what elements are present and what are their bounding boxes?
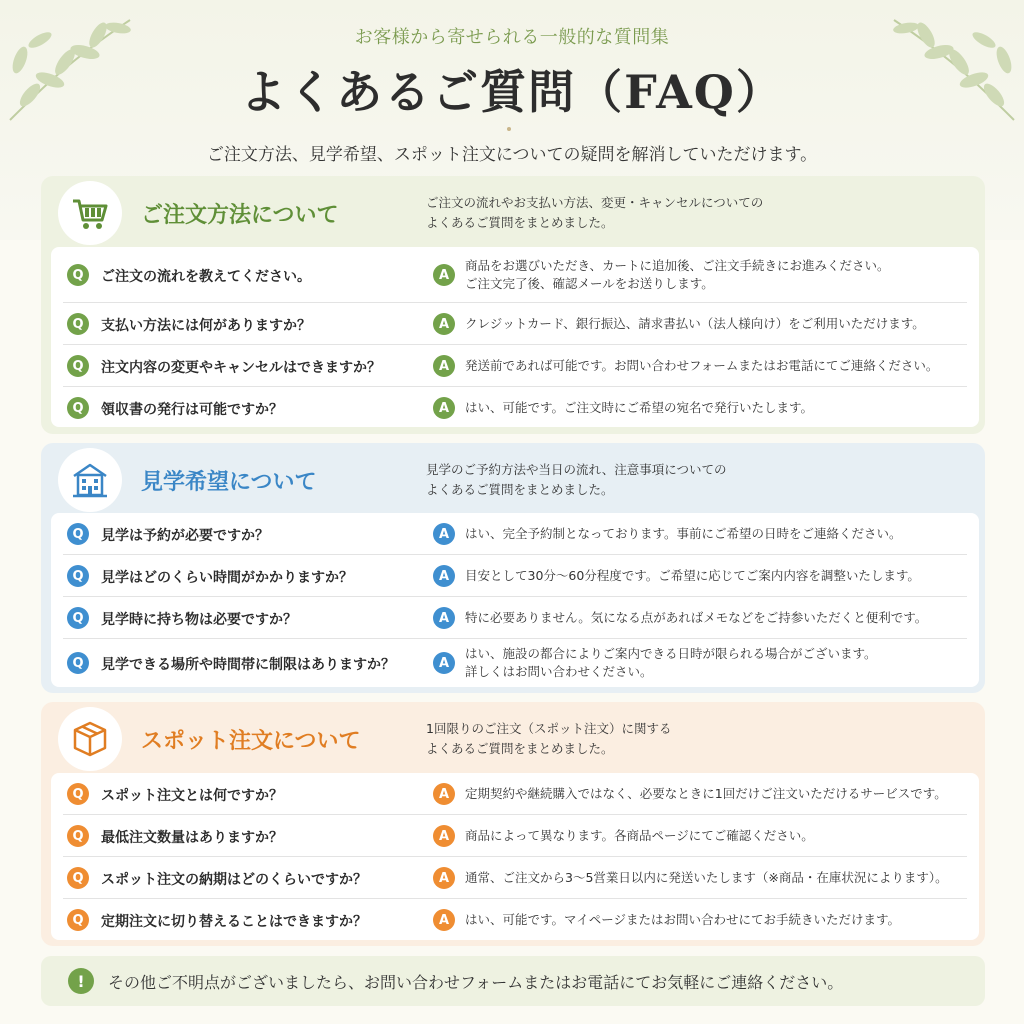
qa-item[interactable]	[63, 555, 967, 597]
answer-badge: A	[433, 523, 455, 545]
answer-badge: A	[433, 783, 455, 805]
question-text: スポット注文とは何ですか？	[101, 788, 283, 804]
footer-text: その他ご不明点がございましたら、お問い合わせフォームまたはお電話にてお気軽にご連絡ください。	[108, 973, 844, 992]
answer-badge: A	[433, 825, 455, 847]
answer-text	[465, 911, 965, 929]
answer-line: はい、可能です。マイページまたはお問い合わせにてお手続きいただけます。	[465, 912, 901, 927]
page-eyebrow: お客様から寄せられる一般的な質問集	[354, 27, 670, 48]
qa-item[interactable]	[63, 815, 967, 857]
answer-line: 詳しくはお問い合わせください。	[465, 664, 653, 679]
question-badge: Q	[67, 565, 89, 587]
answer-line: 目安として30分〜60分程度です。ご希望に応じてご案内内容を調整いたします。	[465, 568, 920, 583]
answer-text	[465, 869, 965, 887]
question-text: 最低注文数量はありますか？	[101, 830, 283, 846]
section-visit	[41, 443, 985, 693]
answer-line: 特に必要ありません。気になる点があればメモなどをご持参いただくと便利です。	[465, 610, 928, 625]
answer-badge: A	[433, 313, 455, 335]
answer-badge: A	[433, 652, 455, 674]
answer-text	[465, 315, 965, 333]
section-description	[426, 719, 966, 759]
answer-badge: A	[433, 867, 455, 889]
answer-text	[465, 645, 965, 681]
question-badge: Q	[67, 355, 89, 377]
section-description	[426, 460, 966, 500]
qa-item[interactable]	[63, 247, 967, 303]
question-badge: Q	[67, 909, 89, 931]
section-description	[426, 193, 966, 233]
question-text: 見学はどのくらい時間がかかりますか？	[101, 570, 353, 586]
qa-item[interactable]	[63, 345, 967, 387]
answer-line: はい、施設の都合によりご案内できる日時が限られる場合がございます。	[465, 646, 877, 661]
answer-line: クレジットカード、銀行振込、請求書払い（法人様向け）をご利用いただけます。	[465, 316, 925, 331]
question-badge: Q	[67, 264, 89, 286]
answer-line: 発送前であれば可能です。お問い合わせフォームまたはお電話にてご連絡ください。	[465, 358, 939, 373]
qa-item[interactable]	[63, 387, 967, 427]
answer-line: はい、完全予約制となっております。事前にご希望の日時をご連絡ください。	[465, 526, 902, 541]
answer-text	[465, 609, 965, 627]
page-title: よくあるご質問（FAQ）	[240, 65, 784, 119]
section-header	[41, 176, 985, 248]
question-text: 領収書の発行は可能ですか？	[101, 402, 283, 418]
answer-line: 商品をお選びいただき、カートに追加後、ご注文手続きにお進みください。	[465, 258, 890, 273]
section-description-line: よくあるご質問をまとめました。	[426, 215, 614, 230]
answer-text	[465, 399, 965, 417]
section-spot-order	[41, 702, 985, 946]
question-badge: Q	[67, 867, 89, 889]
question-text: 定期注文に切り替えることはできますか？	[101, 914, 367, 930]
answer-badge: A	[433, 355, 455, 377]
qa-list	[51, 773, 979, 940]
qa-item[interactable]	[63, 899, 967, 940]
question-badge: Q	[67, 313, 89, 335]
question-text: 支払い方法には何がありますか？	[101, 318, 311, 334]
answer-line: 定期契約や継続購入ではなく、必要なときに1回だけご注文いただけるサービスです。	[465, 786, 947, 801]
answer-line: はい、可能です。ご注文時にご希望の宛名で発行いたします。	[465, 400, 814, 415]
qa-list	[51, 513, 979, 687]
question-badge: Q	[67, 607, 89, 629]
qa-item[interactable]	[63, 773, 967, 815]
answer-badge: A	[433, 397, 455, 419]
question-badge: Q	[67, 783, 89, 805]
section-description-line: 見学のご予約方法や当日の流れ、注意事項についての	[426, 462, 727, 477]
exclamation-icon: !	[68, 968, 94, 994]
section-title: 見学希望について	[141, 470, 317, 495]
answer-badge: A	[433, 565, 455, 587]
question-text: 見学は予約が必要ですか？	[101, 528, 269, 544]
section-description-line: よくあるご質問をまとめました。	[426, 482, 614, 497]
section-ordering	[41, 176, 985, 434]
question-badge: Q	[67, 652, 89, 674]
question-text: スポット注文の納期はどのくらいですか？	[101, 872, 367, 888]
answer-line: 商品によって異なります。各商品ページにてご確認ください。	[465, 828, 814, 843]
qa-item[interactable]	[63, 857, 967, 899]
section-description-line: ご注文の流れやお支払い方法、変更・キャンセルについての	[426, 195, 764, 210]
building-icon	[58, 448, 122, 512]
answer-line: ご注文完了後、確認メールをお送りします。	[465, 276, 714, 291]
question-text: 見学できる場所や時間帯に制限はありますか？	[101, 657, 395, 673]
section-description-line: 1回限りのご注文（スポット注文）に関する	[426, 721, 672, 736]
answer-text	[465, 785, 965, 803]
answer-badge: A	[433, 909, 455, 931]
section-title: スポット注文について	[141, 729, 361, 754]
question-badge: Q	[67, 523, 89, 545]
question-text: ご注文の流れを教えてください。	[101, 269, 311, 285]
answer-text	[465, 357, 965, 375]
answer-badge: A	[433, 264, 455, 286]
qa-list	[51, 247, 979, 427]
answer-badge: A	[433, 607, 455, 629]
page-lead: ご注文方法、見学希望、スポット注文についての疑問を解消していただけます。	[206, 145, 818, 165]
answer-text	[465, 525, 965, 543]
section-title: ご注文方法について	[141, 203, 339, 228]
answer-text	[465, 827, 965, 845]
qa-item[interactable]	[63, 597, 967, 639]
question-badge: Q	[67, 825, 89, 847]
answer-text	[465, 567, 965, 585]
section-description-line: よくあるご質問をまとめました。	[426, 741, 614, 756]
section-header	[41, 443, 985, 515]
answer-line: 通常、ご注文から3〜5営業日以内に発送いたします（※商品・在庫状況によります）。	[465, 870, 948, 885]
qa-item[interactable]	[63, 639, 967, 687]
shopping-cart-icon	[58, 181, 122, 245]
box-icon	[58, 707, 122, 771]
question-text: 見学時に持ち物は必要ですか？	[101, 612, 297, 628]
qa-item[interactable]	[63, 513, 967, 555]
footer-notice	[41, 956, 985, 1006]
question-badge: Q	[67, 397, 89, 419]
qa-item[interactable]	[63, 303, 967, 345]
section-header	[41, 702, 985, 774]
divider-dot	[507, 127, 511, 131]
question-text: 注文内容の変更やキャンセルはできますか？	[101, 360, 381, 376]
answer-text	[465, 257, 965, 293]
